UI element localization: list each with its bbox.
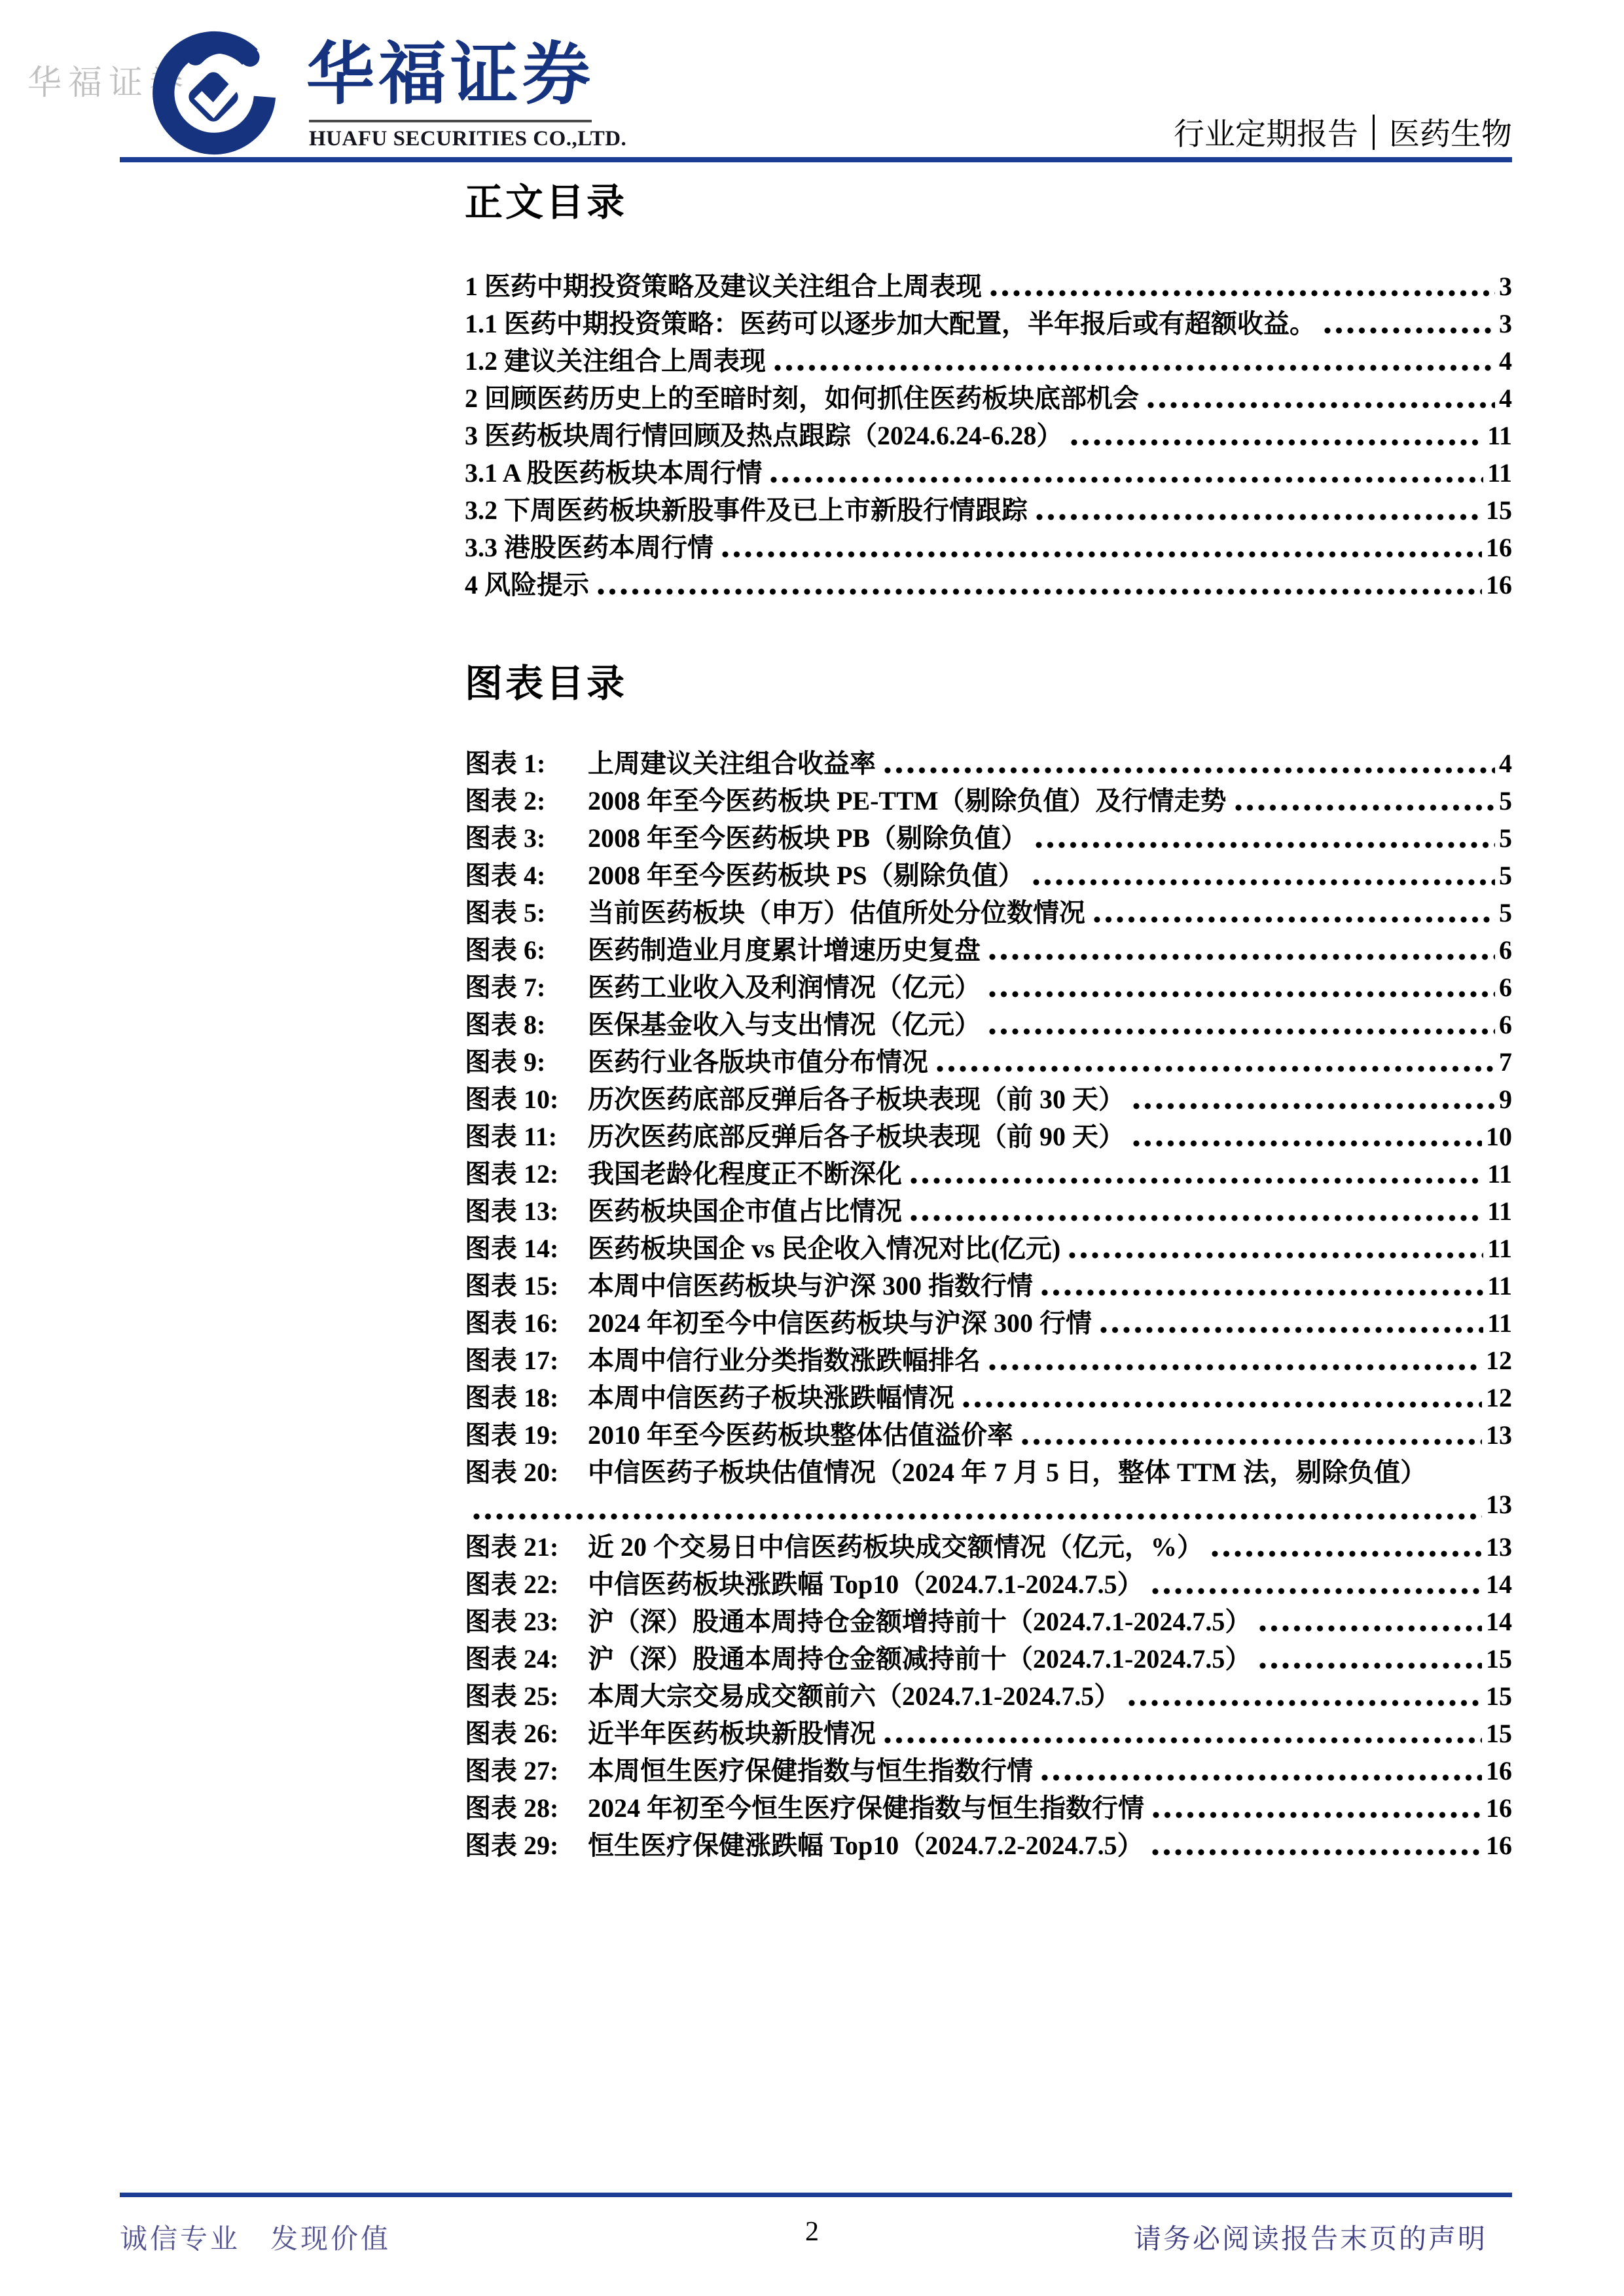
figure-entry-number: 图表 26: [465,1719,559,1748]
dot-leader [987,967,1495,1004]
figure-entry-number: 图表 16: [465,1308,559,1338]
figure-entry[interactable] [465,892,1512,929]
huafu-logo-icon [149,30,278,158]
figure-entry[interactable] [465,1638,1512,1676]
dot-leader [988,266,1495,303]
toc-entry-label: 1.1 医药中期投资策略：医药可以逐步加大配置，半年报后或有超额收益。 [465,309,1316,338]
huafu-logo-cn: 华福证券 [306,37,595,113]
figure-entry-number: 图表 17: [465,1346,559,1375]
figure-entry[interactable] [465,1787,1512,1825]
dot-leader [768,452,1483,490]
figure-entry-title: 沪（深）股通本周持仓金额增持前十（2024.7.1-2024.7.5） [588,1607,1252,1636]
toc-entry[interactable] [465,266,1512,303]
figure-entry-number: 图表 25: [465,1681,559,1711]
figure-entry-number: 图表 9: [465,1047,546,1077]
figure-entry-title: 历次医药底部反弹后各子板块表现（前 90 天） [588,1122,1125,1151]
figure-entry-number: 图表 8: [465,1010,546,1039]
figure-entry-number: 图表 1: [465,749,546,778]
toc-entry-page: 3 [1499,272,1512,301]
footer-disclaimer: 请务必阅读报告末页的声明 [1133,2225,1487,2255]
dot-leader [1150,1564,1482,1601]
figure-entry-title: 恒生医疗保健涨跌幅 Top10（2024.7.2-2024.7.5） [588,1831,1144,1860]
figure-entry-title: 当前医药板块（申万）估值所处分位数情况 [588,898,1085,927]
toc-entry[interactable] [465,452,1512,490]
figure-entry-page: 15 [1486,1719,1512,1748]
dot-leader [1031,855,1495,892]
header-separator-bar [1373,115,1375,150]
figure-entry-number: 图表 22: [465,1570,559,1599]
figure-entry-page: 5 [1499,823,1512,853]
page-number: 2 [805,2217,819,2247]
figure-entry-page: 6 [1499,935,1512,965]
dot-leader [772,340,1495,378]
figure-entry-number: 图表 14: [465,1234,559,1263]
report-type-label: 行业定期报告 [1174,118,1358,152]
figure-entry[interactable] [465,1750,1512,1787]
figure-entry-title: 中信医药子板块估值情况（2024 年 7 月 5 日，整体 TTM 法，剔除负值） [588,1458,1427,1487]
figure-entry-title: 本周大宗交易成交额前六（2024.7.1-2024.7.5） [588,1681,1121,1711]
figure-entry-number: 图表 28: [465,1793,559,1823]
figure-entry[interactable] [465,967,1512,1004]
figure-entry-page: 11 [1487,1159,1512,1189]
dot-leader [1233,780,1495,817]
figure-entry-title: 医药行业各版块市值分布情况 [588,1047,928,1077]
figure-entry[interactable] [465,855,1512,892]
toc-entry-label: 3 医药板块周行情回顾及热点跟踪（2024.6.24-6.28） [465,421,1063,450]
toc-entry[interactable] [465,378,1512,415]
figure-entry[interactable] [465,1302,1512,1340]
figure-entry-number: 图表 13: [465,1196,559,1226]
toc-list [465,266,1512,601]
toc-entry-page: 11 [1487,458,1512,488]
figure-entry-number: 图表 10: [465,1085,559,1114]
toc-entry-page: 15 [1486,495,1512,525]
dot-leader [961,1377,1482,1414]
dot-leader [1069,415,1483,452]
figure-entry-page: 6 [1499,973,1512,1002]
dot-leader [720,527,1482,564]
figure-entry[interactable] [465,1153,1512,1191]
toc-content [465,177,1512,1862]
figure-entry-number: 图表 11: [465,1122,558,1151]
figure-entry[interactable] [465,1564,1512,1601]
figure-entry[interactable] [465,929,1512,967]
figure-entry-title: 医药板块国企市值占比情况 [588,1196,902,1226]
figure-entry[interactable] [465,1713,1512,1750]
figure-entry[interactable] [465,1265,1512,1302]
toc-entry-page: 11 [1487,421,1512,450]
dot-leader [882,743,1495,780]
figure-entry-number: 图表 6: [465,935,546,965]
figures-title: 图表目录 [465,662,628,705]
figure-entry-page: 11 [1487,1271,1512,1300]
dot-leader [596,564,1482,601]
dot-leader [1092,892,1495,929]
figure-entry-title: 上周建议关注组合收益率 [588,749,876,778]
figure-entry[interactable] [465,1004,1512,1041]
figure-entry-title: 近半年医药板块新股情况 [588,1719,876,1748]
toc-entry-page: 4 [1499,384,1512,413]
dot-leader [909,1191,1483,1228]
figure-entry[interactable] [465,817,1512,855]
figure-entry-title: 本周中信行业分类指数涨跌幅排名 [588,1346,981,1375]
footer-slogan: 诚信专业 发现价值 [120,2225,391,2255]
figure-entry-page: 15 [1486,1681,1512,1711]
figure-entry[interactable] [465,1116,1512,1153]
figure-entry[interactable] [465,1526,1512,1564]
figure-entry[interactable] [465,1601,1512,1638]
toc-entry-label: 4 风险提示 [465,570,589,600]
figure-entry-number: 图表 29: [465,1831,559,1860]
figure-entry-title: 本周恒生医疗保健指数与恒生指数行情 [588,1756,1033,1785]
figure-entry-page: 14 [1486,1607,1512,1636]
dot-leader [1067,1228,1483,1265]
dot-leader [1039,1265,1483,1302]
figure-entry-page: 12 [1486,1383,1512,1412]
figure-entry-title: 中信医药板块涨跌幅 Top10（2024.7.1-2024.7.5） [588,1570,1144,1599]
figure-entry-title: 近 20 个交易日中信医药板块成交额情况（亿元，%） [588,1532,1203,1562]
figure-entry[interactable] [465,1414,1512,1452]
figure-entry-page: 9 [1499,1085,1512,1114]
dot-leader [1210,1526,1482,1564]
toc-entry[interactable] [465,415,1512,452]
dot-leader [1131,1079,1495,1116]
figure-entry[interactable] [465,780,1512,817]
toc-entry-page: 4 [1499,346,1512,376]
dot-leader [1146,378,1495,415]
figure-entry-number: 图表 24: [465,1644,559,1674]
figure-entry-number: 图表 23: [465,1607,559,1636]
figure-entry-number: 图表 7: [465,973,546,1002]
dot-leader [935,1041,1495,1079]
toc-title: 正文目录 [465,181,628,224]
figure-entry-page: 5 [1499,786,1512,816]
dot-leader [987,1340,1482,1377]
dot-leader [1034,817,1495,855]
dot-leader [987,929,1495,967]
toc-entry[interactable] [465,340,1512,378]
figure-entry-title: 本周中信医药板块与沪深 300 指数行情 [588,1271,1033,1300]
dot-leader [1020,1414,1482,1452]
figure-entry-page: 4 [1499,749,1512,778]
logo-divider [309,120,592,122]
figure-entry[interactable] [465,1191,1512,1228]
header-rule [120,157,1512,162]
dot-leader [1257,1638,1482,1676]
figure-entry-page: 11 [1487,1196,1512,1226]
figure-entry-page: 16 [1486,1793,1512,1823]
figure-entry-page: 13 [1486,1532,1512,1562]
toc-entry-label: 1.2 建议关注组合上周表现 [465,346,766,376]
figure-entry-number: 图表 18: [465,1383,559,1412]
figure-entry-title: 2024 年初至今中信医药板块与沪深 300 行情 [588,1308,1092,1338]
figure-entry-title: 历次医药底部反弹后各子板块表现（前 30 天） [588,1085,1125,1114]
toc-entry-label: 2 回顾医药历史上的至暗时刻，如何抓住医药板块底部机会 [465,384,1139,413]
industry-label: 医药生物 [1389,118,1512,152]
figure-entry-page: 5 [1499,861,1512,890]
figure-entry[interactable] [465,1340,1512,1377]
figure-entry-number: 图表 3: [465,823,546,853]
toc-entry[interactable] [465,564,1512,601]
figure-entry-title: 2010 年至今医药板块整体估值溢价率 [588,1420,1013,1450]
toc-entry-label: 3.1 A 股医药板块本周行情 [465,458,763,488]
figure-entry[interactable] [465,1228,1512,1265]
figure-entry-page: 16 [1486,1756,1512,1785]
toc-entry-label: 3.3 港股医药本周行情 [465,533,713,562]
figure-entry-continuation[interactable] [465,1489,1512,1526]
dot-leader [1322,303,1495,340]
figure-entry-title: 医药板块国企 vs 民企收入情况对比(亿元) [588,1234,1061,1263]
dot-leader [1127,1676,1482,1713]
dot-leader [909,1153,1483,1191]
toc-entry[interactable] [465,490,1512,527]
dot-leader [1257,1601,1482,1638]
figure-entry-number: 图表 12: [465,1159,559,1189]
header-report-meta [1174,110,1512,154]
figure-entry-page: 6 [1499,1010,1512,1039]
toc-entry-label: 1 医药中期投资策略及建议关注组合上周表现 [465,272,982,301]
figure-entry[interactable] [465,1377,1512,1414]
figure-entry-number: 图表 4: [465,861,546,890]
dot-leader [1150,1825,1482,1862]
figure-entry-page: 7 [1499,1047,1512,1077]
figure-entry-number: 图表 19: [465,1420,559,1450]
figure-entry-title: 2008 年至今医药板块 PB（剔除负值） [588,823,1028,853]
toc-entry-page: 16 [1486,570,1512,600]
dot-leader [882,1713,1482,1750]
figure-entry-title: 沪（深）股通本周持仓金额减持前十（2024.7.1-2024.7.5） [588,1644,1252,1674]
figure-entry[interactable] [465,1041,1512,1079]
dot-leader [1131,1116,1482,1153]
dot-leader [1151,1787,1482,1825]
figure-entry[interactable] [465,743,1512,780]
figure-entry-page: 10 [1486,1122,1512,1151]
figure-entry-number: 图表 27: [465,1756,559,1785]
figure-entry-title: 2024 年初至今恒生医疗保健指数与恒生指数行情 [588,1793,1144,1823]
figure-list [465,743,1512,1862]
footer-rule [120,2193,1512,2197]
figure-entry-page: 5 [1499,898,1512,927]
figure-entry-page: 11 [1487,1234,1512,1263]
figure-entry-number: 图表 2: [465,786,546,816]
figure-entry-page: 12 [1486,1346,1512,1375]
figure-entry-page: 14 [1486,1570,1512,1599]
figure-entry[interactable] [465,1825,1512,1862]
figure-entry-page: 13 [1486,1490,1512,1519]
figure-entry[interactable] [465,1079,1512,1116]
dot-leader [987,1004,1495,1041]
figure-entry[interactable] [465,1676,1512,1713]
huafu-logo-en: HUAFU SECURITIES CO.,LTD. [309,127,627,151]
dot-leader [1034,490,1482,527]
figure-entry-page: 15 [1486,1644,1512,1674]
figure-entry-number: 图表 21: [465,1532,559,1562]
figure-entry-title: 医药制造业月度累计增速历史复盘 [588,935,981,965]
toc-entry[interactable] [465,303,1512,340]
figure-entry-page: 16 [1486,1831,1512,1860]
figure-entry-number: 图表 15: [465,1271,559,1300]
toc-entry-page: 16 [1486,533,1512,562]
figure-entry-title: 我国老龄化程度正不断深化 [588,1159,902,1189]
figure-entry-page: 11 [1487,1308,1512,1338]
toc-entry[interactable] [465,527,1512,564]
toc-entry-page: 3 [1499,309,1512,338]
figure-entry-title: 医药工业收入及利润情况（亿元） [588,973,981,1002]
corner-watermark: 华福证券 [27,65,190,102]
figure-entry-number: 图表 5: [465,898,546,927]
figure-entry[interactable] [465,1452,1512,1489]
figure-entry-title: 2008 年至今医药板块 PS（剔除负值） [588,861,1024,890]
dot-leader [1098,1302,1483,1340]
figure-entry-title: 本周中信医药子板块涨跌幅情况 [588,1383,954,1412]
figure-entry-title: 医保基金收入与支出情况（亿元） [588,1010,981,1039]
dot-leader [471,1489,1482,1526]
figure-entry-page: 13 [1486,1420,1512,1450]
dot-leader [1039,1750,1482,1787]
figure-entry-title: 2008 年至今医药板块 PE-TTM（剔除负值）及行情走势 [588,786,1227,816]
toc-entry-label: 3.2 下周医药板块新股事件及已上市新股行情跟踪 [465,495,1028,525]
figure-entry-number: 图表 20: [465,1458,559,1487]
